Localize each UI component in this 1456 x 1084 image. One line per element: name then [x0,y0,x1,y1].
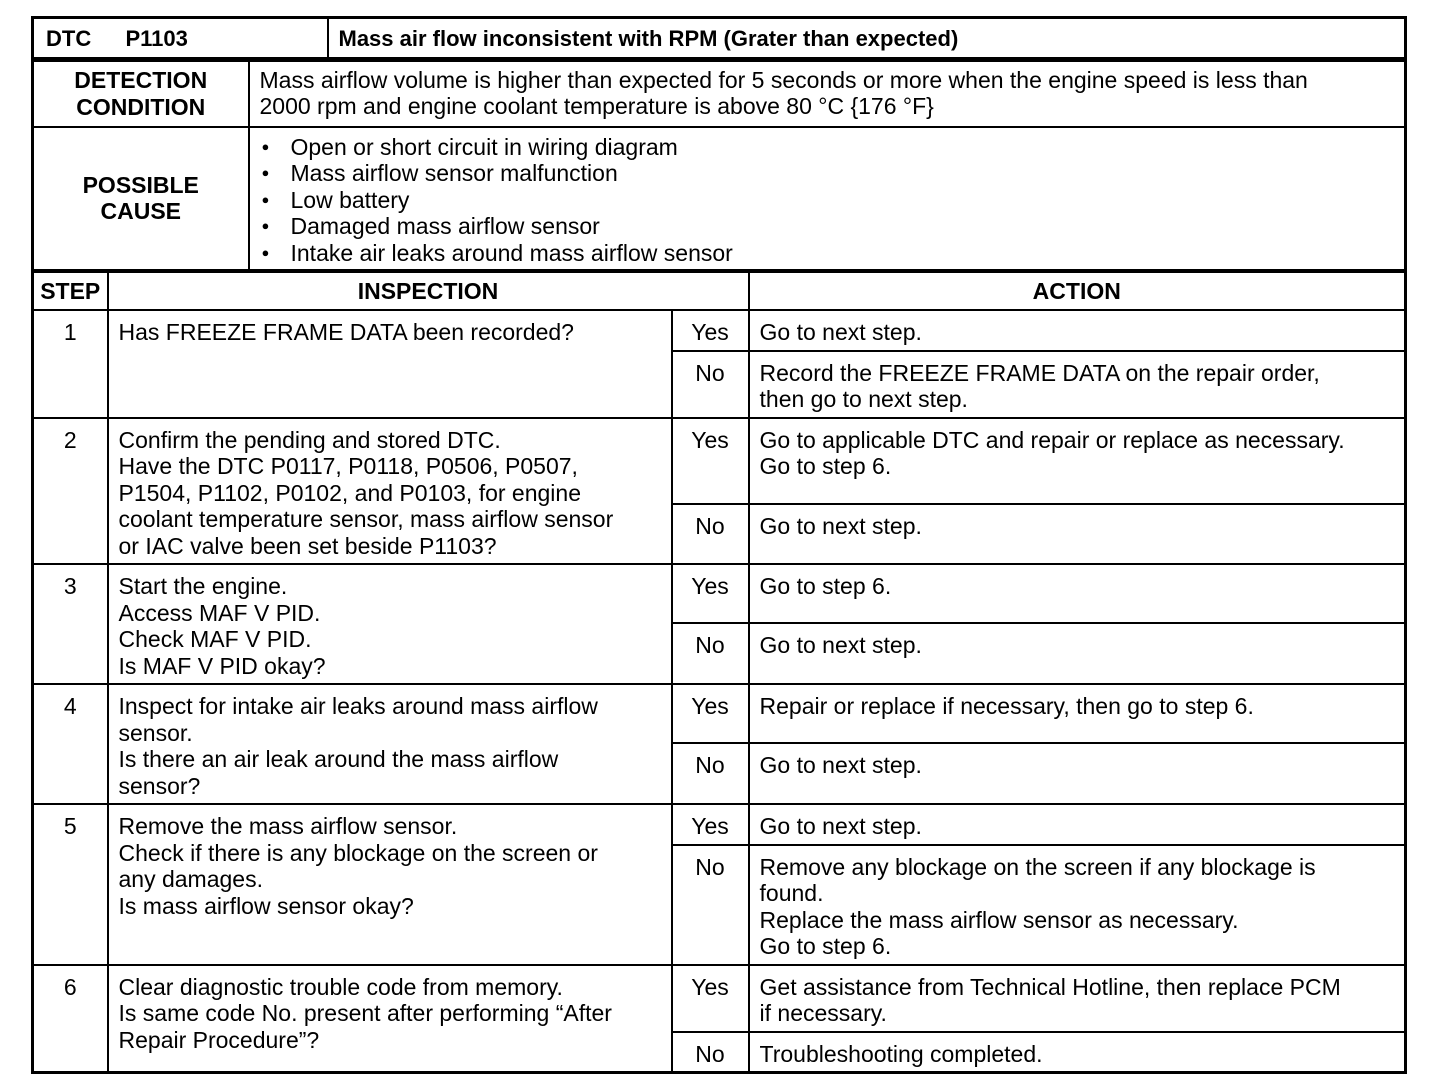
detection-line: 2000 rpm and engine coolant temperature is above 80 °C {176 °F} [259,93,934,119]
possible-cause-list-cell [249,127,1406,271]
inspection-line: Repair Procedure”? [118,1026,320,1053]
yes-label: Yes [672,310,749,351]
cause-item: ● Open or short circuit in wiring diagram [260,134,1395,161]
detection-label-line2: CONDITION [76,93,206,120]
inspection-line: Has FREEZE FRAME DATA been recorded? [118,319,574,345]
inspection-line: Remove the mass airflow sensor. [118,813,458,839]
inspection-line: Confirm the pending and stored DTC. [118,426,501,453]
inspection-line: sensor? [118,772,201,799]
detection-line: Mass airflow volume is higher than expected for 5 seconds or more when the engine speed is less than [259,66,1308,93]
step-number: 3 [33,564,108,684]
step-column-header: STEP [33,272,108,310]
no-label: No [672,623,749,684]
action-line: Get assistance from Technical Hotline, then replace PCM [759,973,1341,1000]
no-action [749,845,1406,965]
condition-table [31,60,1407,272]
action-line: found. [759,880,824,906]
action-line: Remove any blockage on the screen if any blockage is [759,853,1316,880]
inspection-line: Check if there is any blockage on the screen or [118,839,598,866]
inspection-line: Is MAF V PID okay? [118,652,326,679]
action-line: Repair or replace if necessary, then go to step 6. [759,693,1254,719]
dtc-code: P1103 [125,26,188,51]
inspection-line: sensor. [118,719,193,746]
inspection-line: Is there an air leak around the mass airflow [118,746,559,772]
possible-cause-label [33,127,249,271]
inspection-line: Have the DTC P0117, P0118, P0506, P0507, [118,453,578,479]
inspection-line: Is same code No. present after performing “After [118,1000,612,1026]
no-label: No [672,504,749,564]
inspection-line: Inspect for intake air leaks around mass airflow [118,693,598,719]
cause-item: ● Damaged mass airflow sensor [260,213,1395,240]
dtc-label: DTC [46,26,92,51]
no-action [749,504,1406,564]
action-line: Go to next step. [759,813,922,839]
detection-label [33,61,249,127]
yes-label: Yes [672,564,749,623]
action-line: Go to next step. [759,752,922,779]
action-line: Go to applicable DTC and repair or replace as necessary. [759,426,1345,453]
dtc-code-cell [33,18,328,59]
step-inspection [108,310,672,418]
yes-label: Yes [672,418,749,504]
possible-cause-label-line2: CAUSE [100,198,181,225]
yes-label: Yes [672,804,749,845]
inspection-line: Check MAF V PID. [118,626,312,652]
inspection-line: coolant temperature sensor, mass airflow sensor [118,506,614,532]
detection-condition-text [249,61,1406,127]
action-line: Record the FREEZE FRAME DATA on the repair order, [759,359,1320,386]
action-column-header: ACTION [749,272,1406,310]
table-row [33,965,1406,1032]
yes-action [749,965,1406,1032]
action-line: Replace the mass airflow sensor as necessary. [759,906,1239,933]
inspection-line: Clear diagnostic trouble code from memory. [118,973,563,1000]
dtc-title: Mass air flow inconsistent with RPM (Grater than expected) [328,18,1406,59]
cause-item: ● Low battery [260,187,1395,214]
no-action [749,623,1406,684]
detection-label-line1: DETECTION [74,67,208,93]
step-number: 1 [33,310,108,418]
diagnostic-sheet [31,16,1407,1074]
yes-label: Yes [672,965,749,1032]
step-number: 2 [33,418,108,565]
action-line: Go to step 6. [759,933,892,959]
table-row [33,684,1406,743]
step-number: 6 [33,965,108,1073]
step-inspection [108,804,672,965]
table-row [33,418,1406,504]
yes-action [749,418,1406,504]
step-inspection [108,965,672,1073]
dtc-header-table [31,16,1407,60]
yes-action [749,564,1406,623]
inspection-line: any damages. [118,866,263,892]
cause-item: ● Mass airflow sensor malfunction [260,160,1395,187]
inspection-line: Start the engine. [118,573,288,599]
action-line: Go to next step. [759,512,922,539]
possible-cause-label-line1: POSSIBLE [82,171,199,198]
yes-action [749,804,1406,845]
no-label: No [672,1032,749,1073]
action-line: Go to step 6. [759,573,892,599]
table-row [33,564,1406,623]
yes-label: Yes [672,684,749,743]
action-line: Go to next step. [759,319,922,345]
table-row [33,310,1406,351]
inspection-line: Is mass airflow sensor okay? [118,892,414,919]
possible-cause-list [250,128,1405,270]
yes-action [749,310,1406,351]
cause-item: ● Intake air leaks around mass airflow sensor [260,240,1395,267]
no-action [749,1032,1406,1073]
step-inspection [108,418,672,565]
inspection-line: P1504, P1102, P0102, and P0103, for engine [118,479,582,506]
table-row [33,804,1406,845]
no-action [749,351,1406,418]
action-line: Go to next step. [759,632,922,659]
no-label: No [672,351,749,418]
step-number: 5 [33,804,108,965]
action-line: Troubleshooting completed. [759,1040,1043,1067]
action-line: Go to step 6. [759,453,892,479]
inspection-line: or IAC valve been set beside P1103? [118,532,497,559]
action-line: if necessary. [759,1000,887,1026]
step-number: 4 [33,684,108,804]
action-line: then go to next step. [759,386,968,412]
step-inspection [108,684,672,804]
no-action [749,743,1406,804]
no-label: No [672,743,749,804]
steps-table [31,271,1407,1074]
step-inspection [108,564,672,684]
inspection-column-header: INSPECTION [108,272,749,310]
yes-action [749,684,1406,743]
inspection-line: Access MAF V PID. [118,599,321,626]
no-label: No [672,845,749,965]
